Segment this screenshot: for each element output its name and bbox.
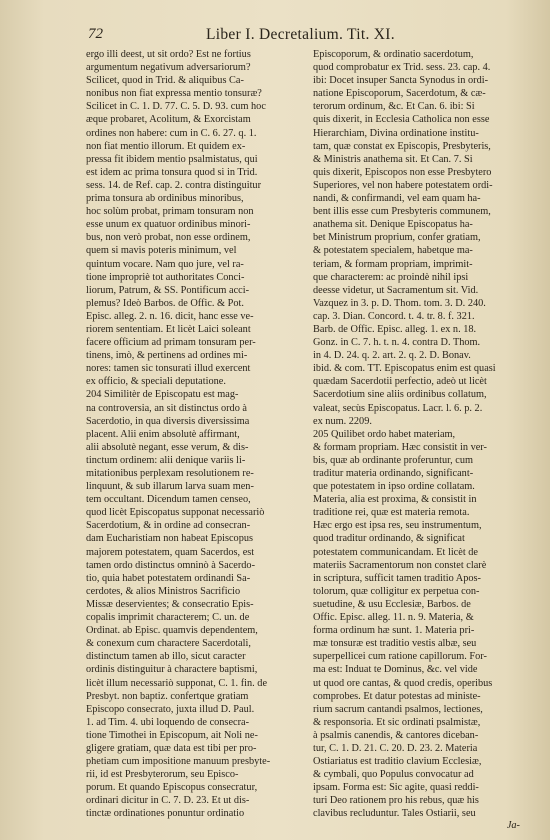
text-line: tinctum ordinem: alii denique variis li- <box>86 454 246 466</box>
text-line: ergo illi deest, ut sit ordo? Est ne fortius <box>86 49 251 60</box>
text-line: & Ministris anathema sit. Et Can. 7. Si <box>313 153 473 165</box>
text-line: quod comprobatur ex Trid. sess. 23. cap. 4. <box>313 62 491 74</box>
text-line: traditur materia ordinando, significant- <box>313 468 474 479</box>
text-line: valeat, secùs Episcopatus. Lacr. l. 6. p. 2. <box>313 402 483 414</box>
text-line: Materia, alia est proxima, & consistit in <box>313 494 477 506</box>
text-line: Hæc ergo est ipsa res, seu instrumentum, <box>313 520 482 532</box>
text-line: terorum ordinum, &c. Et Can. 6. ibi: Si <box>313 101 475 113</box>
text-line: ordines non habere: cum in C. 6. 27. q. 1. <box>86 127 257 139</box>
text-line: Sacerdotio, in qua diversis diversissima <box>86 415 250 427</box>
text-line: natione Episcoporum, Sacerdotum, & cæ- <box>313 88 486 100</box>
text-line: quod licèt Episcopatus supponat necessariò <box>86 507 265 519</box>
text-line: tamen ordo distinctus omninò à Sacerdo- <box>86 559 256 571</box>
text-line: licèt illum necessariò supponat, C. 1. fin. de <box>86 677 268 689</box>
text-line: & conexum cum charactere Sacerdotali, <box>86 638 251 650</box>
text-line: na controversia, an sit distinctus ordo à <box>86 402 247 414</box>
text-line: ex num. 2209. <box>313 415 372 427</box>
text-line: cap. 3. Dian. Concord. t. 4. tr. 8. f. 321. <box>313 310 475 322</box>
text-line: rium sacrum cantandi psalmos, lectiones, <box>313 703 483 715</box>
text-line: linquunt, & sub illarum larva suam men- <box>86 481 254 493</box>
text-line: tinens, imò, & pertinens ad ordines mi- <box>86 350 248 362</box>
running-title: Liber I. Decretalium. Tit. XI. <box>206 26 395 43</box>
text-line: 204 Similitèr de Episcopatu est mag- <box>86 389 239 401</box>
text-line: liorum, Patrum, & SS. Pontificum acci- <box>86 284 250 296</box>
text-line: pressa fit ibidem mentio psalmistatus, qui <box>86 153 258 165</box>
text-line: ordinari dicitur in C. 7. D. 23. Et ut dis- <box>86 795 250 807</box>
text-line: Ordinat. ab Episc. quamvis dependentem, <box>86 625 258 637</box>
text-line: Episc. alleg. 2. n. 16. dicit, hanc esse ve- <box>86 310 254 322</box>
text-columns <box>86 48 524 828</box>
text-line: ordinis distinguitur à charactere baptismi, <box>86 664 258 676</box>
text-line: quod traditur ordinando, & significat <box>313 533 465 545</box>
text-line: deesse videtur, ut Sacramentum sit. Vid. <box>313 284 479 296</box>
page-header <box>88 26 520 48</box>
text-line: ibi: Docet insuper Sancta Synodus in ordi- <box>313 75 489 87</box>
text-line: non fiat mentio illorum. Et quidem ex- <box>86 140 246 152</box>
text-line: traditione rei, quæ est materia remota. <box>313 507 470 519</box>
text-line: forma ordinum hæ sunt. 1. Materia pri- <box>313 625 475 637</box>
text-line: in scriptura, sufficit tamen traditio Apos- <box>313 572 481 584</box>
right-column <box>313 48 525 821</box>
text-line: & potestatem specialem, habetque ma- <box>313 245 473 257</box>
text-line: facere officium ad primam tonsuram per- <box>86 337 256 349</box>
text-line: bent illis esse cum Presbyteris communem, <box>313 206 491 218</box>
text-line: que potestatem in ipso ordine collatam. <box>313 481 475 493</box>
text-line: Sacerdotium, & in ordine ad consecran- <box>86 520 251 532</box>
text-line: ut quod ore cantas, & quod credis, operibus <box>313 677 493 689</box>
text-line: bus, non verò probat, non esse ordinem, <box>86 232 251 244</box>
text-line: gligere gratiam, quæ data est tibi per pro- <box>86 742 257 754</box>
text-line: alii absolutè negant, esse verum, & dis- <box>86 441 249 453</box>
text-line: Scilicet in C. 1. D. 77. C. 5. D. 93. cum hoc <box>86 101 266 113</box>
text-line: Barb. de Offic. Episc. alleg. 1. ex n. 18. <box>313 323 477 335</box>
text-line: ma est: Induat te Dominus, &c. vel vide <box>313 664 478 676</box>
text-line: hoc solùm probat, primam tonsuram non <box>86 206 254 218</box>
text-line: Vazquez in 3. p. D. Thom. tom. 3. D. 240. <box>313 297 486 309</box>
text-line: æque probaret, Acolitum, & Exorcistam <box>86 114 251 126</box>
text-line: tem occultant. Dicendum tamen censeo, <box>86 494 251 506</box>
text-line: Missæ deservientes; & consecratio Epis- <box>86 598 254 610</box>
text-line: in 4. D. 24. q. 2. art. 2. q. 2. D. Bonav. <box>313 350 471 362</box>
text-line: quis dixerit, Episcopos non esse Presbytero <box>313 166 492 178</box>
text-line: riorem sententiam. Et licèt Laici soleant <box>86 323 251 335</box>
text-line: materiis Sacramentorum non constet clarè <box>313 559 487 571</box>
text-line: nonibus non fiat expressa mentio tonsuræ? <box>86 88 262 100</box>
text-line: & formam propriam. Hæc consistit in ver- <box>313 441 487 453</box>
text-line: Offic. Episc. alleg. 11. n. 9. Materia, & <box>313 612 474 624</box>
text-line: prima tonsura ab ordinibus minoribus, <box>86 193 244 205</box>
text-line: quem si mavis poteris minimum, vel <box>86 245 237 257</box>
text-line: suetudine, & usu Ecclesiæ, Barbos. de <box>313 598 471 610</box>
text-line: mæ tonsuræ est traditio vestis albæ, seu <box>313 638 477 650</box>
text-line: bet Ministrum proprium, confer gratiam, <box>313 232 481 244</box>
text-line: Sacerdotium sine aliis ordinibus collatum, <box>313 389 487 401</box>
text-line: quis dixerit, in Ecclesia Catholica non esse <box>313 114 490 126</box>
text-line: Ostiariatus est traditio clavium Ecclesiæ, <box>313 756 482 768</box>
text-line: porum. Et quando Episcopus consecratur, <box>86 782 258 794</box>
text-line: Scilicet, quod in Trid. & aliquibus Ca- <box>86 75 244 87</box>
text-line: 205 Quilibet ordo habet materiam, <box>313 428 456 440</box>
text-line: clavibus recluduntur. Tales Ostiarii, seu <box>313 808 476 820</box>
text-line: ex officio, & speciali deputatione. <box>86 376 226 388</box>
text-line: cerdotes, & alios Ministros Sacrificio <box>86 585 241 597</box>
text-line: superpellicei cum ratione capillorum. For- <box>313 651 487 663</box>
text-line: plemus? Ideò Barbos. de Offic. & Pot. <box>86 297 244 309</box>
text-line: nores: tamen sic tonsurati illud exercent <box>86 363 251 375</box>
text-line: copalis imprimit characterem; C. un. de <box>86 612 250 624</box>
catchword: Ja- <box>506 820 520 831</box>
text-line: tur, C. 1. D. 21. C. 20. D. 23. 2. Materia <box>313 742 478 754</box>
text-line: ipsam. Forma est: Sic agite, quasi reddi- <box>313 782 479 794</box>
text-line: Hierarchiam, Divina ordinatione institu- <box>313 127 479 139</box>
text-line: tione Timothei in Episcopum, ait Noli ne- <box>86 729 258 741</box>
text-line: est idem ac prima tonsura quod si in Trid. <box>86 166 258 178</box>
text-line: placent. Alii enim absolutè affirmant, <box>86 428 240 440</box>
text-line: anathema sit. Denique Episcopatus ha- <box>313 219 473 231</box>
text-line: bis, quæ ab ordinante proferuntur, cum <box>313 454 474 466</box>
text-line: & cymbali, quo Populus convocatur ad <box>313 769 474 781</box>
text-line: majorem potestatem, quam Sacerdos, est <box>86 546 255 558</box>
text-line: Episcoporum, & ordinatio sacerdotum, <box>313 49 474 60</box>
text-line: potestatem communicandam. Et licèt de <box>313 546 478 558</box>
text-line: quintum vocare. Nam quo jure, vel ra- <box>86 258 244 270</box>
text-line: tam, quæ constat ex Episcopis, Presbyteris, <box>313 140 491 152</box>
text-line: mitationibus perplexam resolutionem re- <box>86 468 254 479</box>
text-line: Episcopo consecrato, juxta illud D. Paul. <box>86 703 255 715</box>
text-line: phetiam cum impositione manuum presbyte- <box>86 756 271 768</box>
text-line: & responsoria. Et sic ordinati psalmistæ, <box>313 716 481 728</box>
text-line: 1. ad Tim. 4. ubi loquendo de consecra- <box>86 716 250 728</box>
text-line: esse unum ex quatuor ordinibus minori- <box>86 219 251 231</box>
text-line: nandi, & confirmandi, vel eam quam ha- <box>313 193 481 205</box>
text-line: argumentum negativum adversariorum? <box>86 62 251 74</box>
text-line: Gonz. in C. 7. h. t. n. 4. contra D. Thom. <box>313 337 481 349</box>
text-line: tolorum, quæ colligitur ex perpetua con- <box>313 585 480 597</box>
text-line: tinctæ ordinationes ponuntur ordinatio <box>86 808 245 820</box>
page-number: 72 <box>88 26 103 42</box>
text-line: turi Deo rationem pro his rebus, quæ his <box>313 795 479 807</box>
text-line: Superiores, vel non habere potestatem ordi- <box>313 179 493 191</box>
text-line: rii, id est Presbyterorum, seu Episco- <box>86 769 239 781</box>
text-line: sess. 14. de Ref. cap. 2. contra distinguitur <box>86 179 262 191</box>
text-line: tio, quia habet potestatem ordinandi Sa- <box>86 572 251 584</box>
text-line: à psalmis canendis, & cantores diceban- <box>313 729 479 741</box>
text-line: teriam, & formam propriam, imprimit- <box>313 258 473 270</box>
left-column <box>86 48 298 821</box>
text-line: dam Eucharistiam non habeat Episcopus <box>86 533 253 545</box>
text-line: distinctum tamen ab illo, sicut caracter <box>86 651 246 663</box>
text-line: comprobes. Et datur potestas ad ministe- <box>313 690 481 702</box>
text-line: quædam Sacerdotii perfectio, adeò ut licèt <box>313 376 487 388</box>
text-line: tione impropriè tot authoritates Conci- <box>86 271 245 283</box>
text-line: que characterem: ac proindè nihil ipsi <box>313 271 469 283</box>
text-line: Presbyt. non baptiz. confertque gratiam <box>86 690 249 702</box>
text-line: ibid. & com. TT. Episcopatus enim est quasi <box>313 363 496 375</box>
